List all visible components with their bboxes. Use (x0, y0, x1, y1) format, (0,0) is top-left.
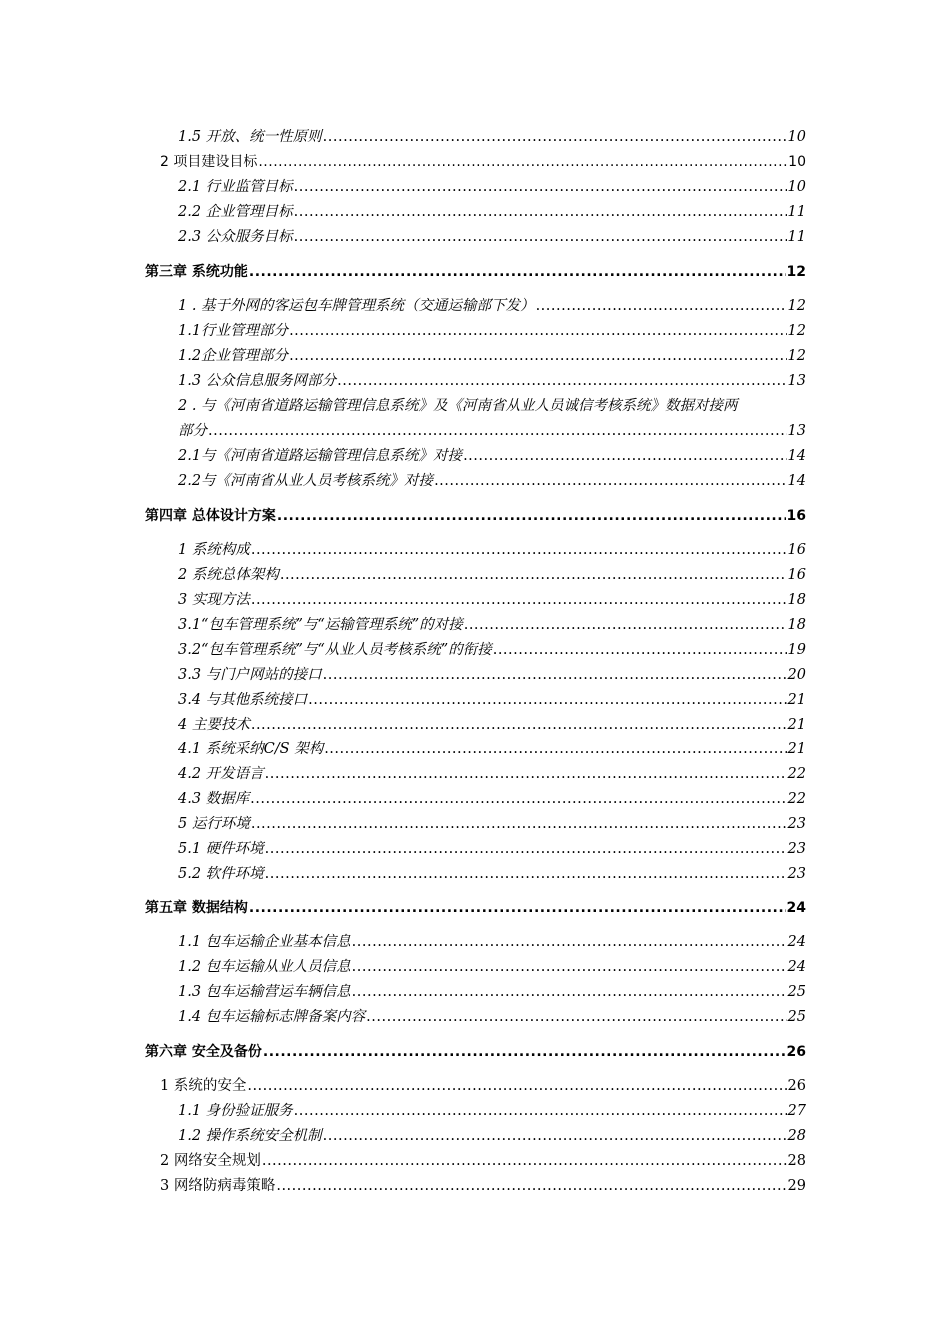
toc-page-number: 10 (787, 179, 806, 195)
toc-entry[interactable] (178, 615, 806, 635)
toc-dot-leader (265, 839, 787, 859)
toc-dot-leader (294, 202, 787, 222)
toc-entry[interactable] (178, 690, 806, 710)
toc-page-number: 11 (787, 229, 806, 245)
toc-page-number: 27 (787, 1103, 806, 1119)
toc-dot-leader (464, 615, 787, 635)
toc-entry[interactable] (178, 227, 806, 247)
toc-dot-leader (251, 590, 787, 610)
toc-entry-label: 1.2企业管理部分 (178, 348, 289, 364)
toc-dot-leader (251, 814, 787, 834)
toc-entry[interactable] (178, 1101, 806, 1121)
toc-entry-label: 3 网络防病毒策略 (160, 1178, 276, 1194)
toc-page-number: 28 (787, 1128, 806, 1144)
toc-page-number: 24 (787, 959, 806, 975)
toc-dot-leader (247, 1076, 786, 1096)
toc-dot-leader (294, 1101, 787, 1121)
toc-dot-leader (289, 346, 786, 366)
toc-page-number: 28 (787, 1153, 806, 1169)
toc-dot-leader (308, 690, 786, 710)
toc-entry[interactable] (178, 321, 806, 341)
toc-page-number: 18 (787, 617, 806, 633)
toc-page-number: 22 (787, 791, 806, 807)
toc-dot-leader (251, 540, 787, 560)
toc-page-number: 16 (787, 542, 806, 558)
toc-entry-label: 1.1行业管理部分 (178, 323, 289, 339)
toc-page-number: 14 (787, 448, 806, 464)
toc-page-number: 13 (787, 373, 806, 389)
toc-entry-label: 3.2“包车管理系统”与“从业人员考核系统”的衔接 (178, 642, 492, 658)
toc-entry-label: 第三章 系统功能 (145, 264, 248, 280)
toc-page-number: 23 (787, 866, 806, 882)
toc-entry-label: 4.3 数据库 (178, 791, 250, 807)
toc-entry-label: 3.4 与其他系统接口 (178, 692, 308, 708)
toc-entry-label: 1.5 开放、统一性原则 (178, 129, 322, 145)
toc-dot-leader (251, 715, 787, 735)
toc-chapter-entry[interactable] (145, 898, 806, 918)
toc-dot-leader (276, 1176, 786, 1196)
toc-entry[interactable] (178, 177, 806, 197)
toc-entry[interactable] (178, 127, 806, 147)
toc-entry[interactable] (178, 296, 806, 316)
toc-entry[interactable] (178, 839, 806, 859)
toc-dot-leader (265, 764, 787, 784)
toc-entry[interactable] (178, 789, 806, 809)
toc-dot-leader (493, 640, 787, 660)
toc-entry-label: 部分 (178, 423, 207, 439)
toc-dot-leader (208, 421, 787, 441)
toc-dot-leader (294, 227, 787, 247)
toc-page-number: 23 (787, 841, 806, 857)
toc-dot-leader (352, 982, 787, 1002)
toc-dot-leader (294, 177, 787, 197)
toc-entry[interactable] (178, 590, 806, 610)
toc-page-number: 10 (788, 154, 806, 170)
toc-dot-leader (434, 471, 786, 491)
toc-page-number: 26 (786, 1044, 806, 1060)
toc-entry-label: 1.3 公众信息服务网部分 (178, 373, 337, 389)
toc-dot-leader (352, 932, 787, 952)
toc-entry-label: 1.1 包车运输企业基本信息 (178, 934, 351, 950)
toc-entry-label: 1.1 身份验证服务 (178, 1103, 293, 1119)
toc-entry[interactable] (160, 1076, 806, 1096)
toc-dot-leader (366, 1007, 786, 1027)
toc-entry-label: 2.1 行业监管目标 (178, 179, 293, 195)
toc-page-number: 24 (787, 934, 806, 950)
toc-dot-leader (249, 262, 786, 282)
toc-dot-leader (323, 665, 787, 685)
toc-dot-leader (352, 957, 787, 977)
toc-entry[interactable] (178, 446, 806, 466)
toc-entry[interactable] (178, 957, 806, 977)
toc-page-number: 14 (787, 473, 806, 489)
toc-entry-label: 5.2 软件环境 (178, 866, 264, 882)
toc-page-number: 19 (787, 642, 806, 658)
toc-entry[interactable] (160, 1151, 806, 1171)
toc-entry-label: 4.1 系统采纳C/S 架构 (178, 741, 324, 757)
toc-entry[interactable] (178, 202, 806, 222)
toc-page-number: 10 (787, 129, 806, 145)
toc-entry-label: 2.2 企业管理目标 (178, 204, 293, 220)
toc-page-number: 21 (787, 741, 806, 757)
toc-entry-label: 2 系统总体架构 (178, 567, 279, 583)
toc-entry-label: 4.2 开发语言 (178, 766, 264, 782)
toc-entry-label: 2.1与《河南省道路运输管理信息系统》对接 (178, 448, 463, 464)
toc-page-number: 21 (787, 692, 806, 708)
toc-entry[interactable] (178, 764, 806, 784)
toc-entry[interactable] (178, 739, 806, 759)
toc-entry-label: 1.3 包车运输营运车辆信息 (178, 984, 351, 1000)
toc-page-number: 24 (786, 900, 806, 916)
toc-dot-leader (258, 152, 787, 172)
toc-entry-label: 1 . 基于外网的客运包车牌管理系统（交通运输部下发） (178, 298, 535, 314)
toc-dot-leader (536, 296, 787, 316)
toc-page-number: 13 (787, 423, 806, 439)
toc-entry[interactable] (178, 665, 806, 685)
toc-entry[interactable] (178, 1007, 806, 1027)
toc-entry-label: 1 系统构成 (178, 542, 250, 558)
toc-entry-label: 4 主要技术 (178, 717, 250, 733)
toc-entry-label: 5.1 硬件环境 (178, 841, 264, 857)
toc-chapter-entry[interactable] (145, 262, 806, 282)
toc-page-number: 12 (786, 264, 806, 280)
toc-dot-leader (277, 506, 786, 526)
toc-entry[interactable] (160, 152, 806, 172)
toc-entry-label: 第五章 数据结构 (145, 900, 248, 916)
toc-page-number: 22 (787, 766, 806, 782)
toc-entry-label: 第四章 总体设计方案 (145, 508, 276, 524)
toc-page-number: 11 (787, 204, 806, 220)
toc-page-number: 18 (787, 592, 806, 608)
toc-dot-leader (289, 321, 786, 341)
toc-entry[interactable] (178, 540, 806, 560)
toc-dot-leader (265, 864, 787, 884)
toc-dot-leader (323, 127, 787, 147)
toc-chapter-entry[interactable] (145, 1042, 806, 1062)
toc-dot-leader (280, 565, 787, 585)
toc-entry-label: 2 . 与《河南省道路运输管理信息系统》及《河南省从业人员诚信考核系统》数据对接两 (178, 398, 738, 414)
toc-page-number: 29 (787, 1178, 806, 1194)
toc-entry[interactable] (178, 932, 806, 952)
toc-entry[interactable] (178, 982, 806, 1002)
toc-entry[interactable] (178, 814, 806, 834)
toc-entry-label: 3 实现方法 (178, 592, 250, 608)
toc-entry[interactable] (178, 864, 806, 884)
toc-page-number: 25 (787, 984, 806, 1000)
toc-entry-label: 1.2 操作系统安全机制 (178, 1128, 322, 1144)
toc-dot-leader (323, 1126, 787, 1146)
toc-entry-label: 2 网络安全规划 (160, 1153, 261, 1169)
toc-entry-label: 2.2与《河南省从业人员考核系统》对接 (178, 473, 434, 489)
toc-page-number: 25 (787, 1009, 806, 1025)
toc-dot-leader (262, 1151, 787, 1171)
toc-page-number: 21 (787, 717, 806, 733)
toc-entry-label: 1.2 包车运输从业人员信息 (178, 959, 351, 975)
toc-dot-leader (337, 371, 786, 391)
toc-entry-label: 2.3 公众服务目标 (178, 229, 293, 245)
toc-entry[interactable] (178, 565, 806, 585)
toc-entry-label: 2 项目建设目标 (160, 154, 258, 170)
toc-entry[interactable] (160, 1176, 806, 1196)
toc-page-number: 26 (787, 1078, 806, 1094)
toc-dot-leader (250, 789, 786, 809)
toc-entry[interactable] (178, 346, 806, 366)
toc-entry-label: 第六章 安全及备份 (145, 1044, 262, 1060)
toc-entry-label: 5 运行环境 (178, 816, 250, 832)
toc-page-number: 23 (787, 816, 806, 832)
toc-dot-leader (263, 1042, 786, 1062)
toc-dot-leader (249, 898, 786, 918)
toc-page-number: 16 (787, 567, 806, 583)
toc-entry-label: 1.4 包车运输标志牌备案内容 (178, 1009, 366, 1025)
toc-entry[interactable] (178, 396, 806, 416)
toc-entry-label: 3.1“包车管理系统”与“运输管理系统”的对接 (178, 617, 463, 633)
toc-entry[interactable] (178, 1126, 806, 1146)
toc-entry-label: 1 系统的安全 (160, 1078, 247, 1094)
toc-page-number: 12 (787, 348, 806, 364)
toc-entry-label: 3.3 与门户网站的接口 (178, 667, 322, 683)
toc-page-number: 16 (786, 508, 806, 524)
toc-page-number: 12 (787, 298, 806, 314)
toc-page-number: 12 (787, 323, 806, 339)
toc-entry[interactable] (178, 471, 806, 491)
toc-entry[interactable] (178, 715, 806, 735)
toc-dot-leader (463, 446, 786, 466)
toc-entry[interactable] (178, 421, 806, 441)
toc-chapter-entry[interactable] (145, 506, 806, 526)
toc-page-number: 20 (787, 667, 806, 683)
toc-dot-leader (324, 739, 786, 759)
toc-entry[interactable] (178, 371, 806, 391)
toc-entry[interactable] (178, 640, 806, 660)
